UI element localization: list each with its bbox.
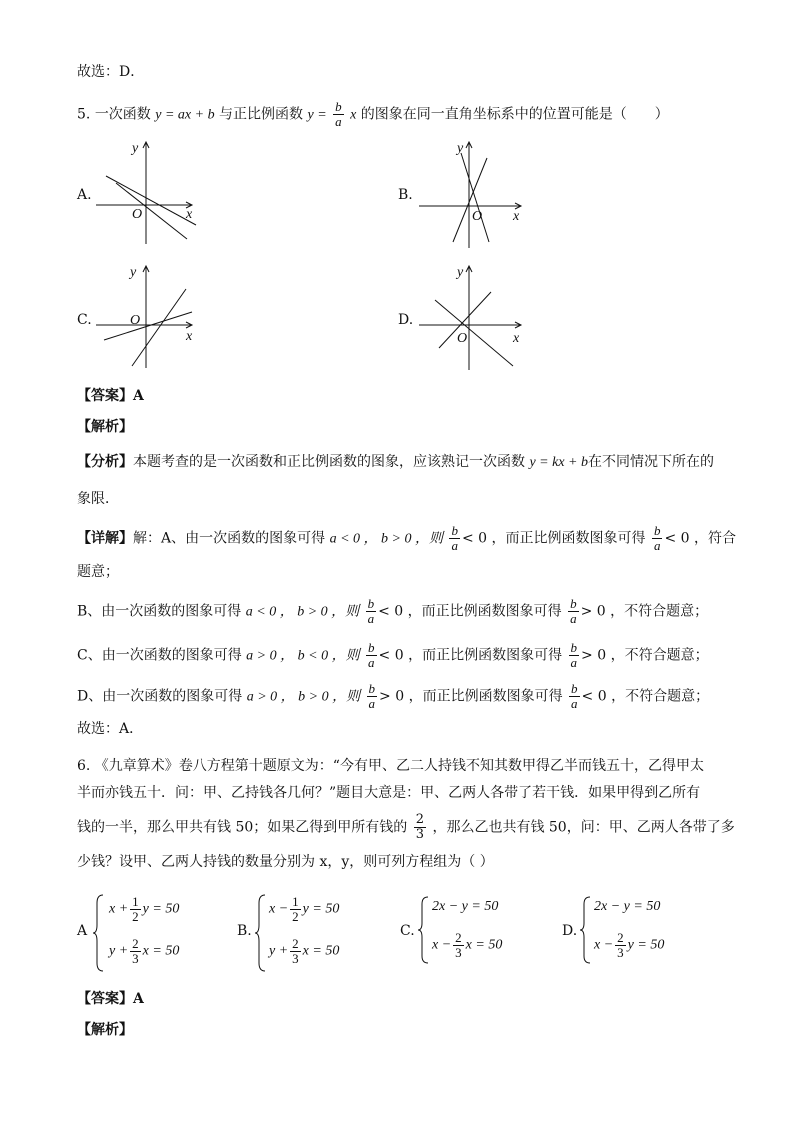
axes: [419, 142, 521, 248]
xj-b-text1: B、由一次函数的图象可得: [77, 603, 242, 620]
xj-d-text4: < 0 ，不符合题意；: [581, 688, 710, 705]
q6-option-d-system: [580, 895, 700, 965]
origin-label: O: [130, 313, 141, 328]
xj-c-text4: > 0 ，不符合题意；: [581, 647, 709, 664]
xj-b-text3: < 0 ，而正比例函数图象可得: [378, 603, 562, 620]
graph-option-b: [417, 138, 527, 248]
q6-option-b-label: B.: [237, 923, 252, 939]
graph-option-c: [92, 262, 202, 372]
q5-analysis-heading: 【解析】: [77, 419, 133, 435]
xiangjie-a: [77, 524, 736, 553]
xj-c-cond: a > 0 ， b < 0 ，则: [246, 648, 360, 664]
q5-conclusion: 故选：A．: [77, 721, 144, 737]
xj-a-cond: a < 0 ， b > 0 ，则: [329, 531, 443, 547]
xj-a-line2: 题意；: [77, 564, 119, 580]
equation-1: x − $\frac{1}{2}$ y = 50: [269, 894, 340, 924]
xj-a-text4: < 0 ，符合: [664, 530, 736, 547]
origin-label: O: [472, 209, 483, 224]
graph-option-d: [417, 262, 527, 372]
q5-answer: 【答案】A: [77, 388, 144, 404]
frac-b-over-a: $\frac{b}{a}$: [368, 640, 375, 670]
q6-line3b: ，那么乙也共有钱 50，问：甲、乙两人各带了多: [432, 819, 735, 836]
frac-b-over-a: $\frac{b}{a}$: [570, 596, 577, 626]
y-axis-label: y: [132, 141, 139, 156]
q5-prop-lhs: y =: [307, 107, 327, 123]
brace-icon: [93, 893, 105, 973]
q6-line1: 6. 《九章算术》卷八方程第十题原文为：“今有甲、乙二人持钱不知其数甲得乙半而钱五十，乙得甲太: [77, 758, 704, 774]
q6-option-b-system: [255, 893, 375, 973]
y-axis-label: y: [457, 265, 464, 280]
q5-prop-x: x: [350, 107, 357, 123]
xj-a-text1: 解：A、由一次函数的图象可得: [133, 530, 326, 547]
q6-option-a-system: [93, 893, 213, 973]
brace-icon: [255, 893, 267, 973]
xj-d-text1: D、由一次函数的图象可得: [77, 688, 243, 705]
xj-d-cond: a > 0 ， b > 0 ，则: [246, 689, 361, 705]
q5-fraction: $\frac{b}{a}$: [335, 99, 342, 129]
q5-stem: [77, 100, 669, 129]
line-linear: [106, 176, 196, 225]
option-d-label: D.: [398, 312, 414, 328]
y-axis-label: y: [457, 141, 464, 156]
option-c-label: C.: [77, 312, 92, 328]
line-linear: [104, 312, 192, 340]
q5-number: 5.: [77, 106, 91, 123]
q6-option-c-label: C.: [400, 923, 415, 939]
brace-icon: [418, 895, 430, 965]
graph-option-a: [92, 138, 202, 248]
equation-2: x − $\frac{2}{3}$ x = 50: [432, 930, 503, 960]
fenxi-line2: 象限．: [77, 491, 119, 507]
option-b-label: B.: [398, 187, 413, 203]
q6-line3: [77, 813, 735, 842]
xj-d-text3: > 0 ，而正比例函数图象可得: [379, 688, 563, 705]
q6-option-a-label: A: [77, 923, 88, 939]
axes: [96, 142, 192, 244]
q5-text-b: 与正比例函数: [219, 106, 304, 123]
frac-b-over-a: $\frac{b}{a}$: [653, 523, 661, 553]
equation-1: 2x − y = 50: [594, 899, 661, 914]
x-axis-label: x: [186, 207, 193, 222]
xj-b-text4: > 0 ，不符合题意；: [580, 603, 709, 620]
x-axis-label: x: [186, 329, 193, 344]
equation-1: x + $\frac{1}{2}$ y = 50: [109, 894, 180, 924]
fenxi-text2: 在不同情况下所在的: [588, 454, 714, 470]
q6-answer: 【答案】A: [77, 991, 144, 1007]
frac-b-over-a: $\frac{b}{a}$: [571, 681, 578, 711]
line-proportional: [116, 183, 187, 239]
q5-linear-expr: y = ax + b: [155, 107, 215, 123]
origin-label: O: [457, 331, 468, 346]
q5-fenxi: [77, 453, 714, 472]
brace-icon: [580, 895, 592, 965]
x-axis-label: x: [513, 331, 520, 346]
xiangjie-tag: 【详解】: [77, 530, 133, 547]
equation-2: y + $\frac{2}{3}$ x = 50: [269, 936, 340, 966]
previous-answer: 故选：D．: [77, 64, 145, 80]
line-proportional: [453, 158, 487, 242]
xj-c-text3: < 0 ，而正比例函数图象可得: [378, 647, 563, 664]
q6-line4: 少钱？设甲、乙两人持钱的数量分别为 x，y，则可列方程组为（ ）: [77, 854, 494, 870]
xj-b-cond: a < 0 ， b > 0 ，则: [245, 604, 360, 620]
x-axis-label: x: [513, 209, 520, 224]
q5-text-a: 一次函数: [94, 106, 151, 123]
xj-a-text3: < 0 ，而正比例函数图象可得: [461, 530, 646, 547]
frac-b-over-a: $\frac{b}{a}$: [368, 681, 376, 711]
q5-text-c: 的图象在同一直角坐标系中的位置可能是（ ）: [360, 106, 669, 123]
xiangjie-d: [77, 682, 709, 711]
xiangjie-c: [77, 641, 709, 670]
y-axis-label: y: [130, 265, 137, 280]
xj-c-text1: C、由一次函数的图象可得: [77, 647, 242, 664]
q6-option-c-system: [418, 895, 538, 965]
q6-fraction: $\frac{2}{3}$: [415, 812, 424, 842]
q6-line2: 半而亦钱五十．问：甲、乙持钱各几何？”题目大意是：甲、乙两人各带了若干钱．如果甲得到乙所有: [77, 785, 701, 801]
q6-line3a: 钱的一半，那么甲共有钱 50；如果乙得到甲所有钱的: [77, 819, 408, 836]
q6-option-d-label: D.: [562, 923, 578, 939]
frac-b-over-a: $\frac{b}{a}$: [570, 640, 578, 670]
fenxi-text: 本题考查的是一次函数和正比例函数的图象，应该熟记一次函数: [133, 454, 525, 470]
xiangjie-b: [77, 597, 708, 626]
equation-2: y + $\frac{2}{3}$ x = 50: [109, 936, 180, 966]
frac-b-over-a: $\frac{b}{a}$: [367, 596, 375, 626]
fenxi-tag: 【分析】: [77, 454, 133, 470]
origin-label: O: [132, 207, 143, 222]
q6-analysis-heading: 【解析】: [77, 1022, 133, 1038]
line-linear: [461, 153, 489, 242]
option-a-label: A.: [77, 187, 92, 203]
axes: [419, 266, 521, 370]
frac-b-over-a: $\frac{b}{a}$: [451, 523, 458, 553]
equation-1: 2x − y = 50: [432, 899, 499, 914]
fenxi-expr: y = kx + b: [529, 455, 588, 470]
equation-2: x − $\frac{2}{3}$ y = 50: [594, 930, 665, 960]
